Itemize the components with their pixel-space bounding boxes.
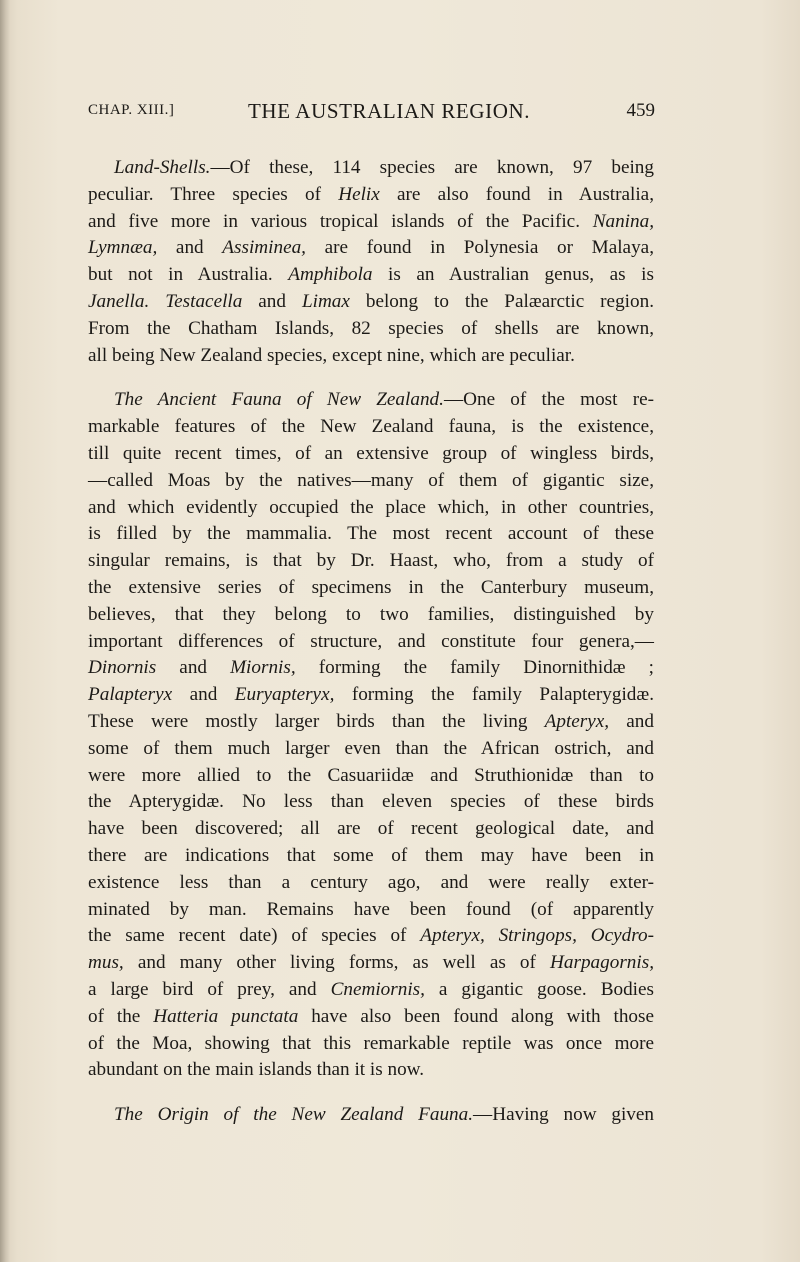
text-run: —called Moas by the natives—many of them of gigantic size,: [88, 469, 654, 491]
text-run: important differences of structure, and constitute four genera,—: [88, 630, 654, 652]
text-line: [88, 843, 654, 870]
text-run: have also been found along with those: [298, 1005, 654, 1027]
text-run: peculiar. Three species of: [88, 183, 339, 205]
text-run: the Apterygidæ. No less than eleven species of these birds: [88, 791, 654, 813]
text-run: minated by man. Remains have been found (of apparently: [88, 898, 654, 920]
text-line: [114, 155, 654, 182]
text-run: belong to the Palæarctic region.: [349, 290, 654, 312]
text-run: the extensive series of specimens in the Canterbury museum,: [88, 576, 654, 598]
text-run: singular remains, is that by Dr. Haast, who, from a study of: [88, 550, 654, 572]
text-line: [88, 629, 654, 656]
text-run: These were mostly larger birds than the living: [88, 710, 545, 732]
text-line: [88, 1057, 654, 1084]
italic-text: Apteryx, Stringops, Ocydro-: [420, 925, 655, 947]
text-line: [88, 182, 654, 209]
paragraph-gap: [114, 369, 654, 387]
running-header: [88, 99, 655, 132]
text-run: and: [156, 657, 231, 679]
body-text: [88, 155, 655, 1129]
text-run: From the Chatham Islands, 82 species of shells are known,: [88, 317, 654, 339]
text-run: and which evidently occupied the place which, in other countries,: [88, 496, 654, 518]
text-line: [88, 736, 654, 763]
text-run: of the Moa, showing that this remarkable reptile was once more: [88, 1032, 654, 1054]
paragraph: [88, 155, 654, 369]
text-run: forming the family Palapterygidæ.: [334, 684, 654, 706]
paragraph: [88, 387, 655, 1084]
text-line: [88, 468, 654, 495]
italic-text: Cnemiornis,: [330, 978, 425, 1000]
text-line: [88, 316, 654, 343]
text-line: [88, 521, 654, 548]
text-run: have been discovered; all are of recent geological date, and: [88, 818, 654, 840]
text-run: is an Australian genus, as is: [372, 264, 654, 286]
text-run: are found in Polynesia or Malaya,: [305, 237, 654, 259]
text-run: and five more in various tropical islands of the Pacific.: [88, 210, 593, 232]
text-run: abundant on the main islands than it is now.: [88, 1059, 425, 1081]
text-line: [88, 575, 654, 602]
italic-text: mus,: [88, 952, 124, 974]
text-run: a gigantic goose. Bodies: [424, 978, 654, 1000]
text-run: forming the family Dinornithidæ ;: [295, 657, 654, 679]
text-run: markable features of the New Zealand fauna, is the existence,: [88, 416, 654, 438]
text-line: [88, 235, 654, 262]
text-run: of the: [88, 1005, 154, 1027]
text-line: [88, 1004, 654, 1031]
text-run: and: [172, 684, 235, 706]
italic-text: Nanina,: [592, 210, 654, 232]
text-line: [88, 289, 654, 316]
text-line: [88, 441, 654, 468]
page-number: 459: [626, 100, 655, 121]
text-line: [88, 414, 654, 441]
text-line: [88, 1031, 654, 1058]
text-line: [114, 387, 654, 414]
text-run: and: [242, 290, 302, 312]
italic-text: Harpagornis,: [550, 952, 654, 974]
text-run: the same recent date) of species of: [88, 925, 421, 947]
italic-text: Land-Shells.: [114, 157, 211, 178]
text-line: [88, 343, 654, 370]
text-line: [88, 709, 654, 736]
italic-text: Euryapteryx,: [234, 684, 335, 706]
text-run: believes, that they belong to two families, distinguished by: [88, 603, 654, 625]
italic-text: Miornis,: [230, 657, 296, 679]
page-gutter: [0, 0, 10, 1262]
text-run: existence less than a century ago, and were really exter-: [88, 871, 654, 893]
italic-text: Assiminea,: [222, 237, 306, 259]
text-run: are also found in Australia,: [379, 183, 654, 205]
text-line: [88, 923, 654, 950]
italic-text: The Origin of the New Zealand Fauna.: [114, 1104, 474, 1126]
text-line: [88, 495, 654, 522]
text-run: and: [157, 237, 223, 259]
text-line: [88, 897, 654, 924]
paragraph-gap: [114, 1084, 654, 1102]
text-run: were more allied to the Casuariidæ and Struthionidæ than to: [88, 764, 654, 786]
text-line: [88, 682, 654, 709]
italic-text: Apteryx,: [544, 710, 610, 732]
text-run: and: [609, 710, 654, 732]
text-line: [88, 655, 654, 682]
text-run: —Of these, 114 species are known, 97 being: [210, 157, 654, 178]
text-line: [88, 602, 654, 629]
text-line: [88, 789, 654, 816]
text-line: [88, 548, 654, 575]
text-run: a large bird of prey, and: [88, 978, 331, 1000]
text-run: is filled by the mammalia. The most recent account of these: [88, 523, 654, 545]
text-line: [88, 977, 654, 1004]
text-run: —Having now given: [473, 1104, 654, 1126]
italic-text: Lymnæa,: [88, 237, 158, 259]
text-line: [88, 763, 654, 790]
text-line: [88, 262, 654, 289]
italic-text: Hatteria punctata: [153, 1005, 299, 1027]
text-line: [114, 1102, 654, 1129]
running-title: THE AUSTRALIAN REGION.: [248, 99, 531, 123]
text-line: [88, 816, 654, 843]
italic-text: The Ancient Fauna of New Zealand.: [114, 389, 444, 411]
italic-text: Dinornis: [88, 657, 157, 679]
italic-text: Janella.: [88, 290, 150, 312]
italic-text: Amphibola: [288, 264, 373, 286]
text-run: but not in Australia.: [88, 264, 289, 286]
chapter-label: CHAP. XIII.]: [88, 102, 175, 118]
text-run: [149, 291, 165, 312]
italic-text: Palapteryx: [88, 684, 173, 706]
text-run: all being New Zealand species, except nine, which are peculiar.: [88, 344, 575, 366]
italic-text: Limax: [301, 290, 350, 312]
text-run: till quite recent times, of an extensive group of wingless birds,: [88, 442, 654, 464]
text-run: some of them much larger even than the African ostrich, and: [88, 737, 654, 759]
italic-text: Testacella: [165, 290, 243, 312]
text-run: —One of the most re-: [443, 389, 654, 411]
paragraph: [114, 1102, 654, 1129]
italic-text: Helix: [338, 183, 380, 205]
text-run: and many other living forms, as well as of: [123, 952, 551, 974]
text-run: there are indications that some of them may have been in: [88, 844, 654, 866]
text-line: [88, 870, 654, 897]
text-line: [88, 950, 654, 977]
text-line: [88, 209, 654, 236]
